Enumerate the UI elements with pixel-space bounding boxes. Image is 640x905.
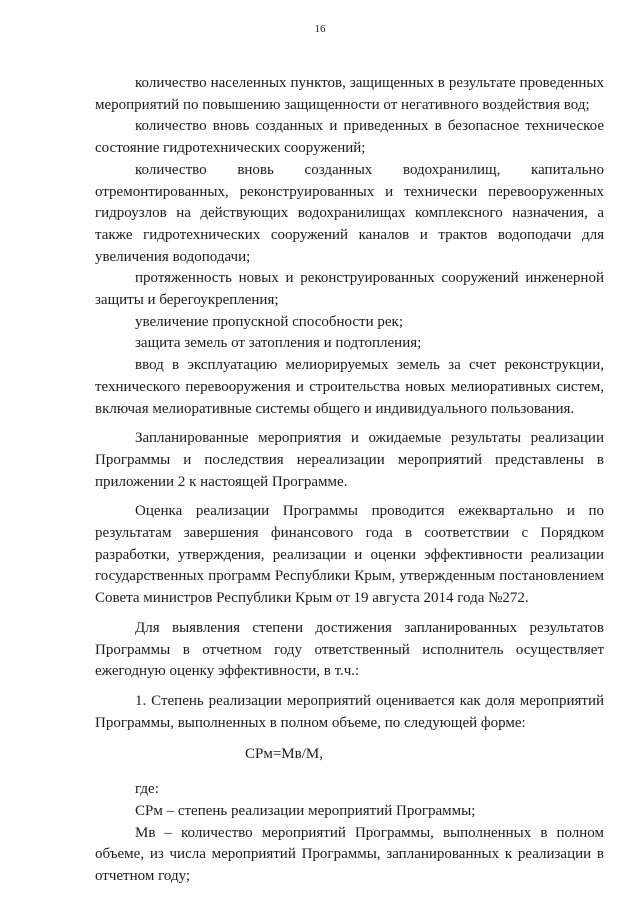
- paragraph-planned-activities: Запланированные мероприятия и ожидаемые результаты реализации Программы и последствия нереализации мероприятий представлены в приложении 2 к настоящей Программе.: [95, 430, 604, 490]
- page-number: 16: [314, 23, 326, 35]
- document-body: [95, 73, 604, 888]
- paragraph-river-capacity: увеличение пропускной способности рек;: [135, 313, 403, 330]
- paragraph-hydro-structures: количество вновь созданных и приведенных в безопасное техническое состояние гидротехнических сооружений;: [95, 118, 604, 157]
- paragraph-reservoirs: количество вновь созданных водохранилищ, капитально отремонтированных, реконструированных и технически перевооруженных гидроузлов на действующих водохранилищах комплексного назначения, а также гидротехнических сооружений каналов и трактов водоподачи для увеличения водоподачи;: [95, 161, 604, 265]
- paragraph-degree-of-implementation: 1. Степень реализации мероприятий оценивается как доля мероприятий Программы, выполненных в полном объеме, по следующей форме:: [95, 692, 604, 731]
- paragraph-land-protection: защита земель от затопления и подтопления;: [135, 335, 422, 352]
- paragraph-evaluation: Оценка реализации Программы проводится ежеквартально и по результатам завершения финансового года в соответствии с Порядком разработки, утверждения, реализации и оценки эффективности реализации государственных программ Республики Крым, утвержденным постановлением Совета министров Республики Крым от 19 августа 2014 года №272.: [95, 503, 604, 607]
- paragraph-srm-definition: СРм – степень реализации мероприятий Программы;: [135, 802, 476, 819]
- formula: СРм=Мв/М,: [245, 746, 323, 763]
- paragraph-reclaimed-land: ввод в эксплуатацию мелиорируемых земель за счет реконструкции, технического перевооружения и строительства новых мелиоративных систем, включая мелиоративные системы общего и индивидуального пользования.: [95, 357, 604, 417]
- paragraph-efficiency: Для выявления степени достижения запланированных результатов Программы в отчетном году ответственный исполнитель осуществляет ежегодную оценку эффективности, в т.ч.:: [95, 619, 604, 680]
- paragraph-engineering-protection: протяженность новых и реконструированных сооружений инженерной защиты и берегоукрепления;: [95, 270, 604, 309]
- paragraph-where: где:: [135, 781, 159, 798]
- paragraph-mv-definition: Мв – количество мероприятий Программы, выполненных в полном объеме, из числа мероприятий Программы, запланированных к реализации в отчетном году;: [95, 824, 604, 884]
- paragraph-settlements: количество населенных пунктов, защищенных в результате проведенных мероприятий по повышению защищенности от негативного воздействия вод;: [95, 75, 604, 113]
